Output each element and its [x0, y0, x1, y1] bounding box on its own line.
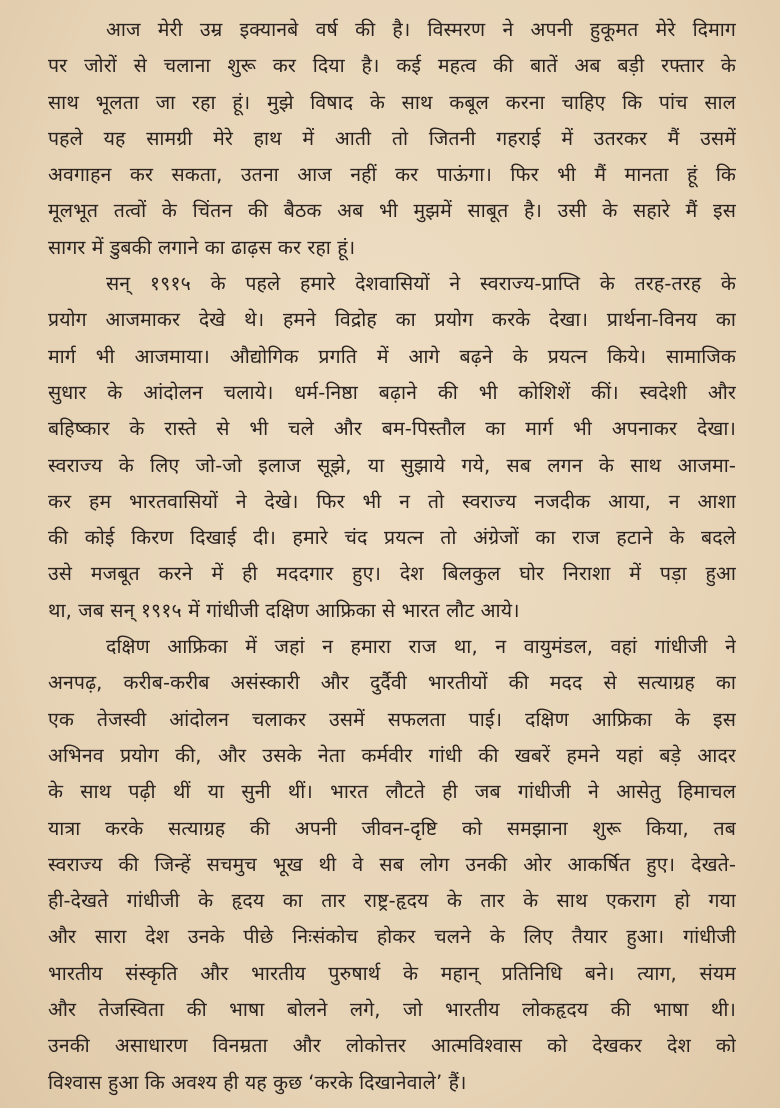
text-line: अभिनव प्रयोग की, और उसके नेता कर्मवीर गांधी की खबरें हमने यहां बड़े आदर	[48, 743, 736, 767]
text-line: स्वराज्य के लिए जो-जो इलाज सूझे, या सुझाये गये, सब लगन के साथ आजमा-	[48, 453, 736, 477]
text-line: साथ भूलता जा रहा हूं। मुझे विषाद के साथ कबूल करना चाहिए कि पांच साल	[48, 90, 736, 114]
text-line: भारतीय संस्कृति और भारतीय पुरुषार्थ के महान् प्रतिनिधि बने। त्याग, संयम	[48, 961, 736, 985]
paragraph-2	[48, 266, 736, 629]
text-line: के साथ पढ़ी थीं या सुनी थीं। भारत लौटते ही जब गांधीजी ने आसेतु हिमाचल	[48, 780, 736, 804]
text-line: दक्षिण आफ्रिका में जहां न हमारा राज था, न वायुमंडल, वहां गांधीजी ने	[106, 635, 736, 659]
text-line: आज मेरी उम्र इक्यानबे वर्ष की है। विस्मरण ने अपनी हुकूमत मेरे दिमाग	[106, 18, 736, 41]
text-line: यात्रा करके सत्याग्रह की अपनी जीवन-दृष्टि को समझाना शुरू किया, तब	[48, 816, 736, 840]
text-line: ही-देखते गांधीजी के हृदय का तार राष्ट्र-हृदय के तार के साथ एकराग हो गया	[48, 889, 736, 913]
text-line: स्वराज्य की जिन्हें सचमुच भूख थी वे सब लोग उनकी ओर आकर्षित हुए। देखते-	[48, 852, 736, 876]
text-line: उनकी असाधारण विनम्रता और लोकोत्तर आत्मविश्वास को देखकर देश को	[48, 1034, 736, 1058]
text-line: कर हम भारतवासियों ने देखे। फिर भी न तो स्वराज्य नजदीक आया, न आशा	[48, 489, 736, 513]
text-line: सुधार के आंदोलन चलाये। धर्म-निष्ठा बढ़ाने की भी कोशिशें कीं। स्वदेशी और	[48, 380, 736, 404]
text-line: सागर में डुबकी लगाने का ढाढ़स कर रहा हूं।	[48, 235, 356, 259]
text-line: और तेजस्विता की भाषा बोलने लगे, जो भारतीय लोकहृदय की भाषा थी।	[48, 998, 736, 1022]
text-line: सन् १९१५ के पहले हमारे देशवासियों ने स्वराज्य-प्राप्ति के तरह-तरह के	[106, 272, 736, 296]
text-line: बहिष्कार के रास्ते से भी चले और बम-पिस्तौल का मार्ग भी अपनाकर देखा।	[48, 417, 736, 441]
text-line: मूलभूत तत्वों के चिंतन की बैठक अब भी मुझमें साबूत है। उसी के सहारे मैं इस	[48, 199, 736, 223]
text-line: पर जोरों से चलाना शुरू कर दिया है। कई महत्व की बातें अब बड़ी रफ्तार के	[48, 54, 736, 78]
text-line: एक तेजस्वी आंदोलन चलाकर उसमें सफलता पाई। दक्षिण आफ्रिका के इस	[48, 707, 736, 731]
text-line: और सारा देश उनके पीछे निःसंकोच होकर चलने के लिए तैयार हुआ। गांधीजी	[48, 925, 736, 949]
text-line: प्रयोग आजमाकर देखे थे। हमने विद्रोह का प्रयोग करके देखा। प्रार्थना-विनय का	[48, 308, 736, 332]
text-line: मार्ग भी आजमाया। औद्योगिक प्रगति में आगे बढ़ने के प्रयत्न किये। सामाजिक	[48, 344, 736, 368]
book-page	[48, 12, 736, 1104]
text-line: अनपढ़, करीब-करीब असंस्कारी और दुर्दैवी भारतीयों की मदद से सत्याग्रह का	[48, 671, 736, 695]
paragraph-1	[48, 12, 736, 266]
paragraph-3	[48, 629, 736, 1101]
text-line: अवगाहन कर सकता, उतना आज नहीं कर पाऊंगा। फिर भी मैं मानता हूं कि	[48, 163, 736, 187]
text-line: की कोई किरण दिखाई दी। हमारे चंद प्रयत्न तो अंग्रेजों का राज हटाने के बदले	[48, 526, 736, 550]
text-line: था, जब सन् १९१५ में गांधीजी दक्षिण आफ्रिका से भारत लौट आये।	[48, 598, 520, 622]
text-line: उसे मजबूत करने में ही मददगार हुए। देश बिलकुल घोर निराशा में पड़ा हुआ	[48, 562, 736, 586]
text-line: विश्वास हुआ कि अवश्य ही यह कुछ ‘करके दिखानेवाले’ हैं।	[48, 1070, 467, 1094]
text-line: पहले यह सामग्री मेरे हाथ में आती तो जितनी गहराई में उतरकर मैं उसमें	[48, 126, 736, 150]
